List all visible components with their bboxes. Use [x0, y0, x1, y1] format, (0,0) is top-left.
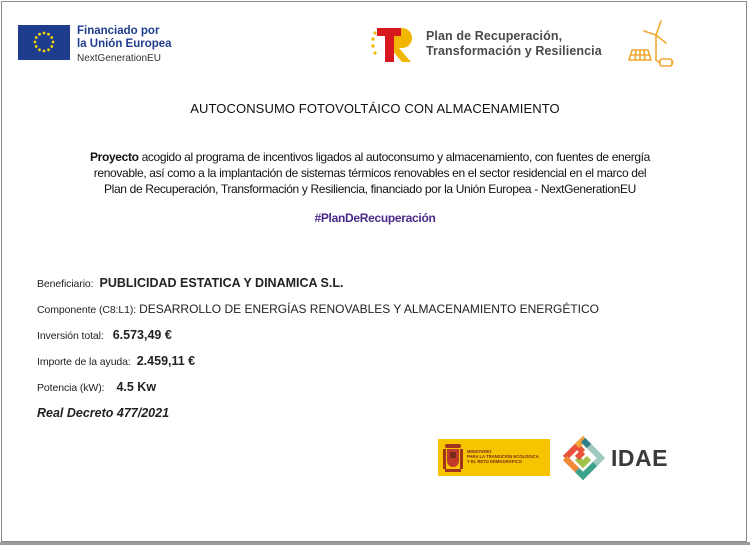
beneficiario-row: [37, 276, 599, 302]
eu-logo-line2: la Unión Europea: [77, 38, 172, 50]
potencia-value: 4.5 Kw: [116, 380, 157, 394]
eu-flag-icon: [18, 25, 70, 60]
tr-monogram-icon: [370, 24, 416, 64]
ministry-line1: MINISTERIO: [467, 449, 492, 455]
real-decreto: Real Decreto 477/2021: [37, 406, 170, 420]
intro-line2: renovable, así como a la implantación de sistemas térmicos renovables en el sector residencial en el marco del: [93, 166, 647, 180]
beneficiario-label: Beneficiario:: [37, 278, 94, 290]
renewable-energy-icon: [626, 18, 678, 68]
componente-value: DESARROLLO DE ENERGÍAS RENOVABLES Y ALMACENAMIENTO ENERGÉTICO: [139, 302, 599, 316]
document-title: AUTOCONSUMO FOTOVOLTÁICO CON ALMACENAMIENTO: [190, 101, 560, 116]
eu-funding-logo: [18, 25, 172, 65]
inversion-label: Inversión total:: [37, 330, 104, 342]
eu-logo-line3: NextGenerationEU: [77, 53, 161, 64]
intro-line3: Plan de Recuperación, Transformación y Resiliencia, financiado por la Unión Europea - NextGenerationEU: [104, 182, 636, 196]
prtr-line2: Transformación y Resiliencia: [426, 44, 602, 58]
project-lead: Proyecto: [90, 150, 139, 164]
ministry-logo: [438, 439, 550, 476]
inversion-value: 6.573,49 €: [112, 328, 172, 342]
prtr-line1: Plan de Recuperación,: [426, 29, 563, 43]
decreto-row: [37, 406, 599, 432]
idae-knot-icon: [561, 436, 605, 480]
potencia-row: [37, 380, 599, 406]
inversion-row: [37, 328, 599, 354]
ministry-line2: PARA LA TRANSICIÓN ECOLÓGICA: [467, 454, 539, 460]
componente-row: [37, 302, 599, 328]
ayuda-label: Importe de la ayuda:: [37, 356, 131, 368]
componente-label: Componente (C8:L1):: [37, 304, 137, 316]
ayuda-value: 2.459,11 €: [136, 354, 196, 368]
recovery-plan-logo: [370, 24, 602, 64]
potencia-label: Potencia (kW):: [37, 382, 105, 394]
hashtag: #PlanDeRecuperación: [314, 211, 436, 225]
beneficiario-value: PUBLICIDAD ESTATICA Y DINAMICA S.L.: [99, 276, 344, 290]
ministry-line3: Y EL RETO DEMOGRÁFICO: [467, 458, 522, 464]
project-details: [37, 276, 599, 432]
eu-logo-line1: Financiado por: [77, 25, 160, 37]
ayuda-row: [37, 354, 599, 380]
project-description: [20, 149, 720, 197]
coat-of-arms-icon: [442, 442, 464, 474]
idae-wordmark: IDAE: [611, 444, 668, 471]
intro-line1: acogido al programa de incentivos ligados al autoconsumo y almacenamiento, con fuentes de energía: [138, 150, 650, 164]
idae-logo: [561, 436, 668, 480]
